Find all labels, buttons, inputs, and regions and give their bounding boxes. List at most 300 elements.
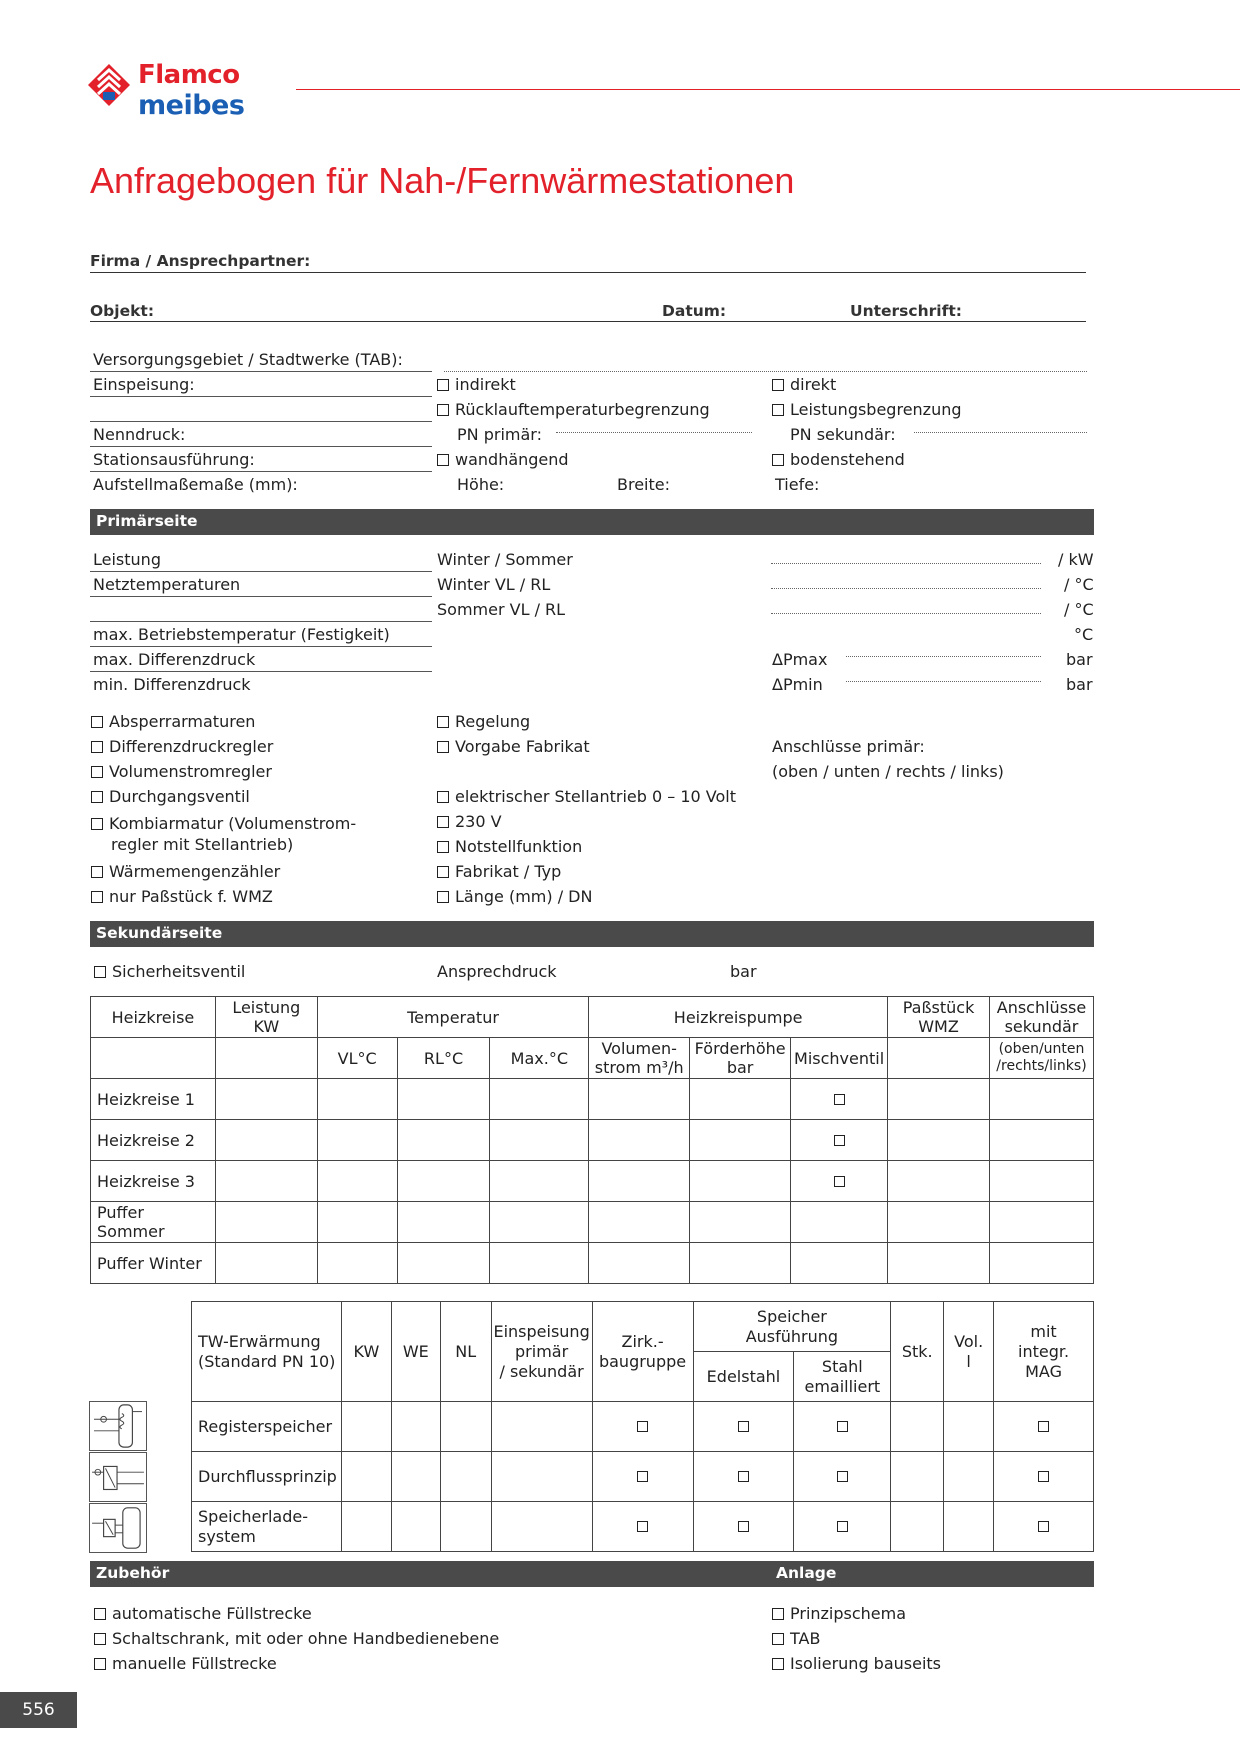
unit-c2: / °C (1064, 600, 1094, 619)
option-label: 230 V (455, 812, 502, 831)
netztemperaturen-line (90, 596, 432, 597)
nenndruck-label: Nenndruck: (93, 425, 186, 444)
einspeisung-line (90, 396, 432, 397)
header-text: TW-Erwärmung (198, 1331, 321, 1351)
anschluesse-primaer-label: Anschlüsse primär: (772, 737, 925, 756)
header-text: Ausführung (745, 1326, 839, 1346)
ansprechdruck-unit: bar (730, 962, 757, 981)
winter-vl-rl-label: Winter VL / RL (437, 575, 551, 594)
row-label: Registerspeicher (192, 1402, 342, 1452)
empty-cell (215, 1038, 317, 1079)
input-cell[interactable] (690, 1161, 791, 1202)
option-label: Fabrikat / Typ (455, 862, 562, 881)
input-cell[interactable] (317, 1161, 397, 1202)
winter-vl-rl-input[interactable] (771, 588, 1041, 589)
primaerseite-header (90, 509, 1094, 535)
header-text: bar (726, 1058, 754, 1077)
header-text: Einspeisung (493, 1321, 590, 1341)
header-text: l (966, 1351, 971, 1371)
checkbox-icon[interactable] (772, 379, 784, 391)
checkbox-icon[interactable] (834, 1176, 845, 1187)
input-cell[interactable] (317, 1243, 397, 1284)
sekundaerseite-title: Sekundärseite (96, 924, 223, 942)
stationsausfuehrung-line (90, 471, 432, 472)
input-cell[interactable] (317, 1120, 397, 1161)
dpmax-label: ΔPmax (772, 650, 828, 669)
checkbox-icon[interactable] (437, 741, 449, 753)
empty-cell (888, 1038, 990, 1079)
checkbox-icon[interactable] (94, 966, 106, 978)
input-cell[interactable] (215, 1161, 317, 1202)
page-title: Anfragebogen für Nah-/Fernwärmestationen (90, 160, 795, 201)
input-cell[interactable] (215, 1079, 317, 1120)
header-text: Stahl (821, 1356, 863, 1376)
versorgung-line (90, 371, 432, 372)
input-cell[interactable] (791, 1243, 888, 1284)
input-cell[interactable] (989, 1120, 1093, 1161)
objekt-label: Objekt: (90, 302, 155, 320)
dpmin-input[interactable] (846, 681, 1041, 682)
header-text: / sekundär (499, 1361, 584, 1381)
checkbox-icon[interactable] (94, 1608, 106, 1620)
input-cell[interactable] (341, 1402, 391, 1452)
unit-c3: °C (1074, 625, 1094, 644)
laenge-dn-option[interactable] (437, 887, 592, 906)
input-cell[interactable] (589, 1079, 690, 1120)
pn-primaer-label: PN primär: (457, 425, 542, 444)
header-text: Paßstück (902, 998, 975, 1017)
checkbox-icon[interactable] (91, 716, 103, 728)
prinzipschema-option[interactable] (772, 1604, 906, 1623)
dpmax-input[interactable] (846, 656, 1041, 657)
checkbox-icon[interactable] (772, 454, 784, 466)
checkbox-icon[interactable] (437, 454, 449, 466)
dpmin-label: ΔPmin (772, 675, 823, 694)
header-text: Volumen- (601, 1039, 677, 1058)
checkbox-icon[interactable] (437, 716, 449, 728)
header-text: strom m³/h (594, 1058, 684, 1077)
breite-label: Breite: (617, 475, 670, 494)
option-label: Notstellfunktion (455, 837, 583, 856)
checkbox-icon[interactable] (437, 791, 449, 803)
input-cell[interactable] (440, 1402, 491, 1452)
checkbox-icon[interactable] (837, 1421, 848, 1432)
absperrarmaturen-option[interactable] (91, 712, 255, 731)
input-cell[interactable] (989, 1243, 1093, 1284)
option-label: TAB (790, 1629, 821, 1648)
checkbox-icon[interactable] (738, 1471, 749, 1482)
checkbox-icon[interactable] (834, 1135, 845, 1146)
check-cell (693, 1402, 794, 1452)
header-text: mit (1030, 1321, 1057, 1341)
sicherheitsventil-option[interactable] (94, 962, 245, 981)
table-row (91, 1120, 1094, 1161)
col-heizkreise: Heizkreise (91, 997, 216, 1038)
bar1-unit: bar (1066, 650, 1093, 669)
zubehoer-title: Zubehör (96, 1564, 170, 1582)
col-rl: RL°C (397, 1038, 490, 1079)
sommer-vl-rl-label: Sommer VL / RL (437, 600, 566, 619)
max-diff-line (90, 671, 432, 672)
col-kw: KW (341, 1302, 391, 1402)
empty-cell (91, 1038, 216, 1079)
input-cell[interactable] (690, 1202, 791, 1243)
header-text: sekundär (1004, 1017, 1079, 1036)
vorgabe-option[interactable] (437, 737, 590, 756)
input-cell[interactable] (989, 1161, 1093, 1202)
flamco-logo-icon (86, 62, 132, 116)
speicherladesystem-schematic-icon (89, 1503, 147, 1553)
pn-sekundaer-input[interactable] (914, 432, 1087, 433)
option-label: automatische Füllstrecke (112, 1604, 312, 1623)
input-cell[interactable] (341, 1452, 391, 1502)
checkbox-icon[interactable] (94, 1658, 106, 1670)
bodenstehend-option[interactable] (772, 450, 905, 469)
input-cell[interactable] (490, 1161, 589, 1202)
leistung-label: Leistung (93, 550, 161, 569)
input-cell[interactable] (888, 1161, 990, 1202)
ruecklauf-label: Rücklauftemperaturbegrenzung (455, 400, 710, 419)
check-cell (794, 1402, 891, 1452)
checkbox-icon[interactable] (1038, 1471, 1049, 1482)
input-cell[interactable] (791, 1202, 888, 1243)
checkbox-icon[interactable] (437, 816, 449, 828)
checkbox-icon[interactable] (837, 1471, 848, 1482)
header-text: baugruppe (598, 1351, 687, 1371)
volumenstromregler-option[interactable] (91, 762, 272, 781)
option-label: Schaltschrank, mit oder ohne Handbedienebene (112, 1629, 500, 1648)
input-cell[interactable] (215, 1243, 317, 1284)
230v-option[interactable] (437, 812, 502, 831)
check-cell (994, 1402, 1094, 1452)
input-cell[interactable] (490, 1079, 589, 1120)
passtueck-option[interactable] (91, 887, 273, 906)
input-cell[interactable] (397, 1079, 490, 1120)
check-cell (794, 1452, 891, 1502)
direkt-option[interactable] (772, 375, 836, 394)
datum-label: Datum: (662, 302, 727, 320)
col-mag (994, 1302, 1094, 1402)
check-cell (994, 1452, 1094, 1502)
objekt-input-line[interactable] (90, 321, 1086, 322)
input-cell[interactable] (989, 1202, 1093, 1243)
checkbox-icon[interactable] (437, 891, 449, 903)
col-anschluesse (989, 997, 1093, 1038)
hoehe-label: Höhe: (457, 475, 505, 494)
checkbox-icon[interactable] (437, 379, 449, 391)
fabrikat-typ-option[interactable] (437, 862, 561, 881)
option-label: Vorgabe Fabrikat (455, 737, 590, 756)
betriebstemp-line (90, 646, 432, 647)
input-cell[interactable] (690, 1120, 791, 1161)
bodenstehend-label: bodenstehend (790, 450, 905, 469)
header-text: Anschlüsse (996, 998, 1087, 1017)
col-temperatur: Temperatur (317, 997, 588, 1038)
schaltschrank-option[interactable] (94, 1629, 499, 1648)
leistungsbegrenzung-label: Leistungsbegrenzung (790, 400, 962, 419)
table-row (91, 1079, 1094, 1120)
max-betriebstemp-label: max. Betriebstemperatur (Festigkeit) (93, 625, 390, 644)
checkbox-icon[interactable] (637, 1421, 648, 1432)
sommer-vl-rl-input[interactable] (771, 613, 1041, 614)
check-cell (693, 1452, 794, 1502)
table-header-row (192, 1302, 1094, 1352)
input-cell[interactable] (440, 1452, 491, 1502)
option-label: Volumenstromregler (109, 762, 272, 781)
col-zirkbaugruppe (592, 1302, 693, 1402)
header-text: KW (253, 1017, 280, 1036)
option-label: Kombiarmatur (Volumenstrom- (109, 814, 357, 833)
check-cell (592, 1402, 693, 1452)
col-passtueck (888, 997, 990, 1038)
checkbox-icon[interactable] (437, 404, 449, 416)
header-text: Speicher (756, 1306, 827, 1326)
fuellstrecke-auto-option[interactable] (94, 1604, 312, 1623)
row-label: Puffer Sommer (91, 1202, 216, 1243)
kombiarmatur-cont: regler mit Stellantrieb) (111, 835, 294, 854)
input-cell[interactable] (397, 1202, 490, 1243)
option-label: Absperrarmaturen (109, 712, 256, 731)
zubehoer-header (90, 1561, 1094, 1587)
divider-line (90, 421, 432, 422)
input-cell[interactable] (888, 1202, 990, 1243)
option-label: manuelle Füllstrecke (112, 1654, 277, 1673)
row-label: Puffer Winter (91, 1243, 216, 1284)
col-edelstahl: Edelstahl (693, 1352, 794, 1402)
anschluesse-primaer-options: (oben / unten / rechts / links) (772, 762, 1004, 781)
row-label (192, 1502, 342, 1552)
checkbox-icon[interactable] (91, 766, 103, 778)
input-cell[interactable] (944, 1402, 994, 1452)
durchflussprinzip-schematic-icon (89, 1452, 147, 1502)
isolierung-option[interactable] (772, 1654, 941, 1673)
col-leistung (215, 997, 317, 1038)
input-cell[interactable] (490, 1202, 589, 1243)
checkbox-icon[interactable] (1038, 1521, 1049, 1532)
versorgung-input-line[interactable] (444, 371, 1087, 372)
check-cell (994, 1502, 1094, 1552)
firma-input-line[interactable] (90, 272, 1086, 273)
checkbox-icon[interactable] (738, 1521, 749, 1532)
input-cell[interactable] (491, 1452, 592, 1502)
input-cell[interactable] (491, 1402, 592, 1452)
option-label: Isolierung bauseits (790, 1654, 942, 1673)
option-label: Differenzdruckregler (109, 737, 274, 756)
input-cell[interactable] (589, 1243, 690, 1284)
col-heizkreispumpe: Heizkreispumpe (589, 997, 888, 1038)
header-text: integr. (1018, 1341, 1070, 1361)
checkbox-icon[interactable] (91, 791, 103, 803)
checkbox-icon[interactable] (772, 1658, 784, 1670)
col-einspeisung (491, 1302, 592, 1402)
input-cell[interactable] (397, 1120, 490, 1161)
check-cell (794, 1502, 891, 1552)
input-cell[interactable] (317, 1079, 397, 1120)
heizkreise-table (90, 996, 1094, 1284)
tiefe-label: Tiefe: (775, 475, 820, 494)
tw-erwaermung-table (191, 1301, 1094, 1552)
row-label: Heizkreise 3 (91, 1161, 216, 1202)
checkbox-icon[interactable] (437, 841, 449, 853)
durchgangsventil-option[interactable] (91, 787, 250, 806)
pn-sekundaer-label: PN sekundär: (790, 425, 896, 444)
waermemengenzaehler-option[interactable] (91, 862, 280, 881)
col-foerderhoehe (690, 1038, 791, 1079)
input-cell[interactable] (391, 1502, 440, 1552)
stellantrieb-option[interactable] (437, 787, 736, 806)
nenndruck-line (90, 446, 432, 447)
header-rule (296, 89, 1240, 90)
leistung-input[interactable] (771, 563, 1041, 564)
input-cell[interactable] (589, 1161, 690, 1202)
input-cell[interactable] (391, 1402, 440, 1452)
input-cell[interactable] (891, 1502, 944, 1552)
checkbox-icon[interactable] (772, 404, 784, 416)
option-label: Länge (mm) / DN (455, 887, 593, 906)
divider-line (90, 621, 432, 622)
table-row (91, 1202, 1094, 1243)
input-cell[interactable] (891, 1402, 944, 1452)
input-cell[interactable] (341, 1502, 391, 1552)
max-diff-label: max. Differenzdruck (93, 650, 256, 669)
col-stahl-emailliert (794, 1352, 891, 1402)
wandhaengend-option[interactable] (437, 450, 569, 469)
notstellfunktion-option[interactable] (437, 837, 582, 856)
checkbox-icon[interactable] (637, 1521, 648, 1532)
input-cell[interactable] (589, 1120, 690, 1161)
table-row (192, 1452, 1094, 1502)
col-stk: Stk. (891, 1302, 944, 1402)
input-cell[interactable] (397, 1243, 490, 1284)
input-cell[interactable] (690, 1243, 791, 1284)
row-label: Heizkreise 1 (91, 1079, 216, 1120)
input-cell[interactable] (888, 1120, 990, 1161)
option-label: Regelung (455, 712, 531, 731)
header-text: WMZ (918, 1017, 959, 1036)
input-cell[interactable] (944, 1452, 994, 1502)
stationsausfuehrung-label: Stationsausführung: (93, 450, 255, 469)
fuellstrecke-manuell-option[interactable] (94, 1654, 277, 1673)
col-speicher-ausfuehrung (693, 1302, 891, 1352)
input-cell[interactable] (397, 1161, 490, 1202)
input-cell[interactable] (989, 1079, 1093, 1120)
checkbox-icon[interactable] (738, 1421, 749, 1432)
checkbox-icon[interactable] (772, 1633, 784, 1645)
option-label: Durchgangsventil (109, 787, 250, 806)
row-label-text: system (198, 1526, 256, 1546)
input-cell[interactable] (888, 1079, 990, 1120)
input-cell[interactable] (888, 1243, 990, 1284)
check-cell (693, 1502, 794, 1552)
input-cell[interactable] (317, 1202, 397, 1243)
direkt-label: direkt (790, 375, 837, 394)
option-label: Prinzipschema (790, 1604, 907, 1623)
aufstellmasse-label: Aufstellmaßemaße (mm): (93, 475, 298, 494)
indirekt-label: indirekt (455, 375, 516, 394)
input-cell[interactable] (391, 1452, 440, 1502)
input-cell[interactable] (440, 1502, 491, 1552)
indirekt-option[interactable] (437, 375, 516, 394)
input-cell[interactable] (690, 1079, 791, 1120)
header-text: /rechts/links) (996, 1058, 1087, 1074)
winter-sommer-label: Winter / Sommer (437, 550, 573, 569)
table-row (91, 1161, 1094, 1202)
sekundaerseite-header (90, 921, 1094, 947)
col-tw-erwaermung (192, 1302, 342, 1402)
header-text: Förderhöhe (694, 1039, 786, 1058)
firma-label: Firma / Ansprechpartner: (90, 252, 311, 270)
leistung-line (90, 571, 432, 572)
ruecklauf-option[interactable] (437, 400, 710, 419)
differenzdruckregler-option[interactable] (91, 737, 273, 756)
header-text: Leistung (232, 998, 301, 1017)
checkbox-icon[interactable] (772, 1608, 784, 1620)
table-row (192, 1502, 1094, 1552)
leistungsbegrenzung-option[interactable] (772, 400, 962, 419)
input-cell[interactable] (491, 1502, 592, 1552)
input-cell[interactable] (589, 1202, 690, 1243)
registerspeicher-schematic-icon (89, 1401, 147, 1451)
input-cell[interactable] (490, 1120, 589, 1161)
checkbox-icon[interactable] (91, 818, 103, 830)
brand-name-top: Flamco (138, 60, 240, 90)
col-vl: VL°C (317, 1038, 397, 1079)
mischventil-cell (791, 1161, 888, 1202)
regelung-option[interactable] (437, 712, 530, 731)
check-cell (592, 1502, 693, 1552)
row-label: Durchflussprinzip (192, 1452, 342, 1502)
check-cell (592, 1452, 693, 1502)
header-text: Zirk.- (621, 1331, 664, 1351)
header-text: MAG (1025, 1361, 1062, 1381)
row-label: Heizkreise 2 (91, 1120, 216, 1161)
checkbox-icon[interactable] (91, 741, 103, 753)
checkbox-icon[interactable] (834, 1094, 845, 1105)
tab-option[interactable] (772, 1629, 820, 1648)
col-volumenstrom (589, 1038, 690, 1079)
option-label: Wärmemengenzähler (109, 862, 281, 881)
col-anschluesse-detail (989, 1038, 1093, 1079)
header-text: (oben/unten (998, 1041, 1085, 1057)
checkbox-icon[interactable] (91, 866, 103, 878)
header-text: primär (515, 1341, 569, 1361)
input-cell[interactable] (490, 1243, 589, 1284)
kombiarmatur-option[interactable] (91, 814, 356, 833)
checkbox-icon[interactable] (637, 1471, 648, 1482)
option-label: Sicherheitsventil (112, 962, 246, 981)
pn-primaer-input[interactable] (556, 432, 752, 433)
col-nl: NL (440, 1302, 491, 1402)
col-max: Max.°C (490, 1038, 589, 1079)
checkbox-icon[interactable] (1038, 1421, 1049, 1432)
input-cell[interactable] (215, 1120, 317, 1161)
checkbox-icon[interactable] (837, 1521, 848, 1532)
checkbox-icon[interactable] (437, 866, 449, 878)
checkbox-icon[interactable] (94, 1633, 106, 1645)
col-we: WE (391, 1302, 440, 1402)
input-cell[interactable] (944, 1502, 994, 1552)
primaerseite-title: Primärseite (96, 512, 198, 530)
row-label-text: Speicherlade- (198, 1506, 308, 1526)
option-label: elektrischer Stellantrieb 0 – 10 Volt (455, 787, 736, 806)
unterschrift-label: Unterschrift: (850, 302, 962, 320)
input-cell[interactable] (891, 1452, 944, 1502)
checkbox-icon[interactable] (91, 891, 103, 903)
input-cell[interactable] (215, 1202, 317, 1243)
anlage-title: Anlage (776, 1564, 837, 1582)
header-text: (Standard PN 10) (198, 1351, 336, 1371)
brand-name-bottom: meibes (138, 90, 245, 121)
